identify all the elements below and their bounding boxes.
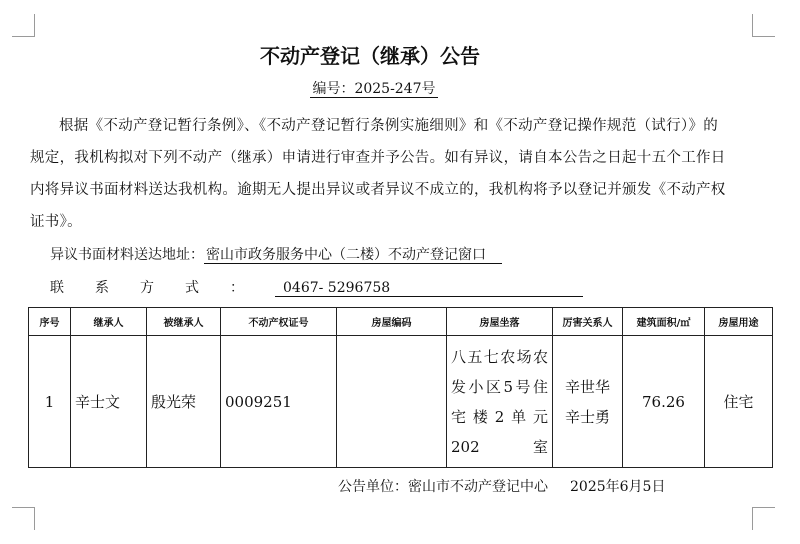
header-location: 房屋坐落 (447, 308, 553, 336)
document-title: 不动产登记（继承）公告 (260, 44, 480, 68)
contact-value: 0467- 5296758 (275, 280, 583, 297)
cell-seq: 1 (29, 336, 71, 468)
header-cert-no: 不动产权证号 (221, 308, 337, 336)
objection-address (50, 244, 502, 264)
document-number-text: 编号：2025-247号 (312, 81, 436, 97)
table-header-row (29, 308, 773, 336)
cell-usage: 住宅 (705, 336, 773, 468)
cell-location: 八五七农场农发小区5号住宅楼2单元202室 (447, 336, 553, 468)
document-number (0, 78, 748, 98)
interested-party-1: 辛世华 (564, 377, 610, 396)
footer-unit: 公告单位：密山市不动产登记中心 (338, 479, 548, 495)
objection-address-label: 异议书面材料送达地址： (50, 247, 204, 263)
cell-area: 76.26 (623, 336, 705, 468)
footer (338, 476, 665, 496)
announcement-paragraph: 根据《不动产登记暂行条例》、《不动产登记暂行条例实施细则》和《不动产登记操作规范（试行）》的规定，我机构拟对下列不动产（继承）申请进行审查并予公告。如有异议，请自本公告之日起十五个工作日内将异议书面材料送达我机构。逾期无人提出异议或者异议不成立的，我机构将予以登记并颁发《不动产权证书》。 (30, 118, 726, 230)
header-usage: 房屋用途 (705, 308, 773, 336)
crop-mark-top-right (752, 14, 775, 37)
crop-mark-top-left (12, 14, 35, 37)
header-area: 建筑面积/㎡ (623, 308, 705, 336)
cell-cert-no: 0009251 (221, 336, 337, 468)
footer-date: 2025年6月5日 (570, 479, 666, 495)
table-row (29, 336, 773, 468)
header-interested-parties: 厉害关系人 (553, 308, 623, 336)
cell-decedent: 殷光荣 (147, 336, 221, 468)
header-decedent: 被继承人 (147, 308, 221, 336)
contact-info (50, 277, 583, 297)
interested-party-2: 辛士勇 (564, 407, 610, 426)
objection-address-value: 密山市政务服务中心（二楼）不动产登记窗口 (204, 247, 502, 264)
registration-table (28, 307, 773, 468)
cell-house-code (337, 336, 447, 468)
contact-label: 联系方式： (50, 280, 275, 296)
cell-heir: 辛士文 (71, 336, 147, 468)
crop-mark-bottom-right (752, 507, 775, 530)
header-heir: 继承人 (71, 308, 147, 336)
header-seq: 序号 (29, 308, 71, 336)
header-house-code: 房屋编码 (337, 308, 447, 336)
crop-mark-bottom-left (12, 507, 35, 530)
cell-interested-parties (553, 336, 623, 468)
